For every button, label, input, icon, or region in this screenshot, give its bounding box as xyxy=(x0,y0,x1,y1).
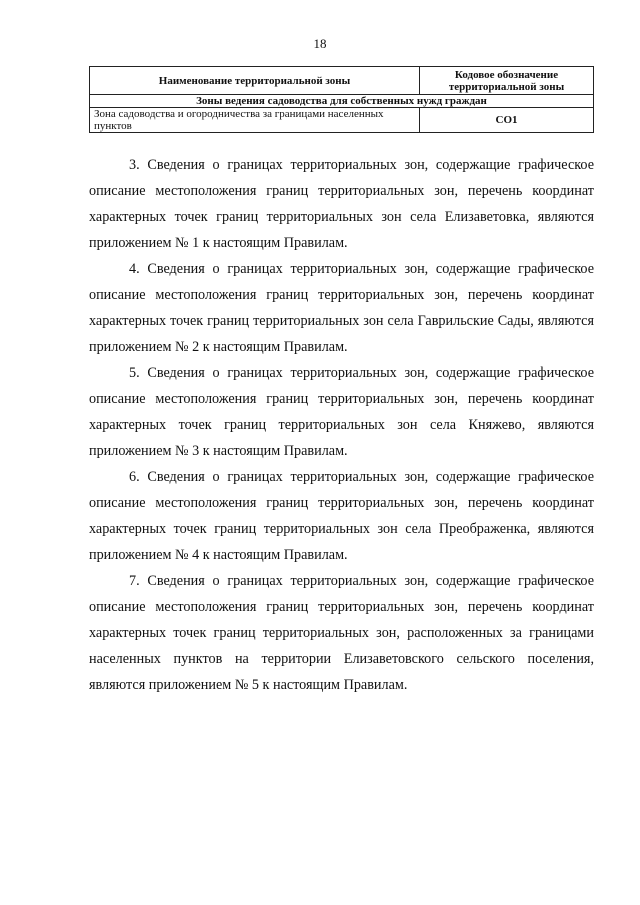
zone-code-cell: СО1 xyxy=(420,108,594,133)
table-row xyxy=(90,108,594,133)
paragraph-7: 7. Сведения о границах территориальных зон, содержащие графическое описание местоположения границ территориальных зон, перечень координат характерных точек границ территориальных зон, расположенных за границами населенных пунктов на территории Елизаветовского сельского поселения, являются приложением № 5 к настоящим Правилам. xyxy=(89,573,594,693)
body-text xyxy=(89,152,594,698)
paragraph-5: 5. Сведения о границах территориальных зон, содержащие графическое описание местоположения границ территориальных зон, перечень координат характерных точек границ территориальных зон села Княжево, являются приложением № 3 к настоящим Правилам. xyxy=(89,365,594,459)
group-title: Зоны ведения садоводства для собственных нужд граждан xyxy=(90,95,594,108)
header-zone-code: Кодовое обозначение территориальной зоны xyxy=(420,67,594,95)
paragraph-4: 4. Сведения о границах территориальных зон, содержащие графическое описание местоположения границ территориальных зон, перечень координат характерных точек границ территориальных зон села Гаврильские Сады, являются приложением № 2 к настоящим Правилам. xyxy=(89,261,594,355)
table-group-row xyxy=(90,95,594,108)
header-zone-name: Наименование территориальной зоны xyxy=(90,67,420,95)
table-header-row xyxy=(90,67,594,95)
zone-name-cell: Зона садоводства и огородничества за границами населенных пунктов xyxy=(90,108,420,133)
paragraph-3: 3. Сведения о границах территориальных зон, содержащие графическое описание местоположения границ территориальных зон, перечень координат характерных точек границ территориальных зон села Елизаветовка, являются приложением № 1 к настоящим Правилам. xyxy=(89,157,594,251)
page-number: 18 xyxy=(313,36,327,51)
paragraph-6: 6. Сведения о границах территориальных зон, содержащие графическое описание местоположения границ территориальных зон, перечень координат характерных точек границ территориальных зон села Преображенка, являются приложением № 4 к настоящим Правилам. xyxy=(89,469,594,563)
zones-table xyxy=(89,66,594,133)
